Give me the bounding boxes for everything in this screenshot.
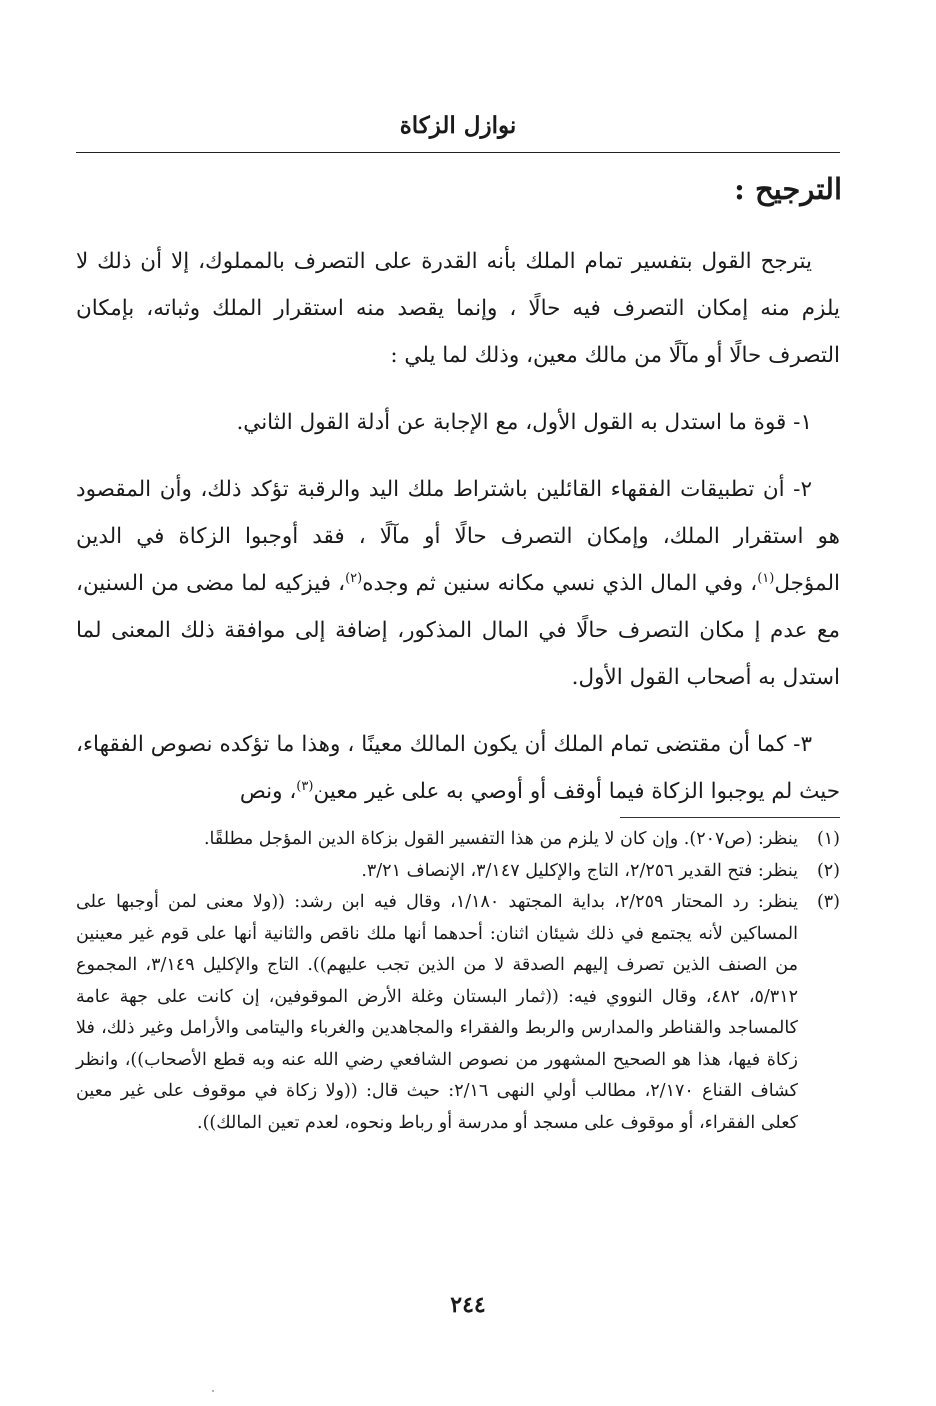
footnotes xyxy=(76,824,840,1139)
footnote-text: ينظر: (ص٢٠٧). وإن كان لا يلزم من هذا التفسير القول بزكاة الدين المؤجل مطلقًا. xyxy=(203,829,798,849)
footnote-2 xyxy=(76,856,840,888)
point-2-text-c: ، فيزكيه لما مضى من السنين، مع عدم إ مكان التصرف حالًا في المال المذكور، إضافة إلى موافقة ذلك المعنى لما استدل به أصحاب القول الأول. xyxy=(76,571,840,690)
footnote-number: (٣) xyxy=(816,892,840,912)
footnote-separator xyxy=(620,817,840,818)
scan-speck xyxy=(212,1390,214,1392)
header-rule xyxy=(76,152,840,153)
main-text xyxy=(76,238,840,835)
footnote-ref-2[interactable]: (٢) xyxy=(345,570,363,586)
footnote-ref-1[interactable]: (١) xyxy=(757,570,775,586)
point-3 xyxy=(76,721,840,815)
point-1: ١- قوة ما استدل به القول الأول، مع الإجابة عن أدلة القول الثاني. xyxy=(236,410,812,435)
point-3-text-b: ، ونص xyxy=(239,779,297,804)
footnote-text: ينظر: فتح القدير ٢/٢٥٦، التاج والإكليل ٣/١٤٧، الإنصاف ٣/٢١. xyxy=(361,860,798,881)
point-2 xyxy=(76,466,840,701)
footnote-number: (٢) xyxy=(816,860,840,881)
footnote-ref-3[interactable]: (٣) xyxy=(296,778,314,794)
footnote-1 xyxy=(76,824,840,856)
point-3-text-a: ٣- كما أن مقتضى تمام الملك أن يكون المالك معينًا ، وهذا ما تؤكده نصوص الفقهاء، حيث لم يوجبوا الزكاة فيما أوقف أو أوصي به على غير معين xyxy=(76,732,840,804)
point-2-text-b: ، وفي المال الذي نسي مكانه سنين ثم وجده xyxy=(362,571,758,596)
footnote-text: ينظر: رد المحتار ٢/٢٥٩، بداية المجتهد ١/١٨٠، وقال فيه ابن رشد: ((ولا معنى لمن أوجبها على المساكين لأنه يجتمع في ذلك شيئان اثنان: أحدهما أنها ملك ناقص والثانية أنها على قوم غير معينين من الصنف الذين تصرف إليهم الصدقة لا من الذين تجب عليهم)). التاج والإكليل ٣/١٤٩، المجموع ٥/٣١٢، ٤٨٢، وقال النووي فيه: ((ثمار البستان وغلة الأرض الموقوفين، إن كانت على جهة عامة كالمساجد والقناطر والمدارس والربط والفقراء والمجاهدين والغرباء واليتامى والأرامل وغير ذلك، فلا زكاة فيها، هذا هو الصحيح المشهور من نصوص الشافعي رضي الله عنه وبه قطع الأصحاب))، وانظر كشاف القناع ٢/١٧٠، مطالب أولي النهى ٢/١٦: حيث قال: ((ولا زكاة في موقوف على غير معين كعلى الفقراء، أو موقوف على مسجد أو مدرسة أو رباط ونحوه، لعدم تعين المالك)). xyxy=(76,892,799,1133)
footnote-number: (١) xyxy=(816,829,840,849)
running-title: نوازل الزكاة xyxy=(399,112,517,139)
page-number: ٢٤٤ xyxy=(450,1292,486,1318)
section-heading: الترجيح : xyxy=(734,172,842,206)
paragraph-intro: يترجح القول بتفسير تمام الملك بأنه القدرة على التصرف بالمملوك، إلا أن ذلك لا يلزم منه إمكان التصرف فيه حالًا ، وإنما يقصد منه استقرار الملك وثباته، بإمكان التصرف حالًا أو مآلًا من مالك معين، وذلك لما يلي : xyxy=(76,249,840,368)
point-2-text-a: ٢- أن تطبيقات الفقهاء القائلين باشتراط ملك اليد والرقبة تؤكد ذلك، وأن المقصود هو استقرار الملك، وإمكان التصرف حالًا أو مآلًا ، فقد أوجبوا الزكاة في الدين المؤجل xyxy=(76,477,840,596)
footnote-3 xyxy=(76,887,840,1139)
